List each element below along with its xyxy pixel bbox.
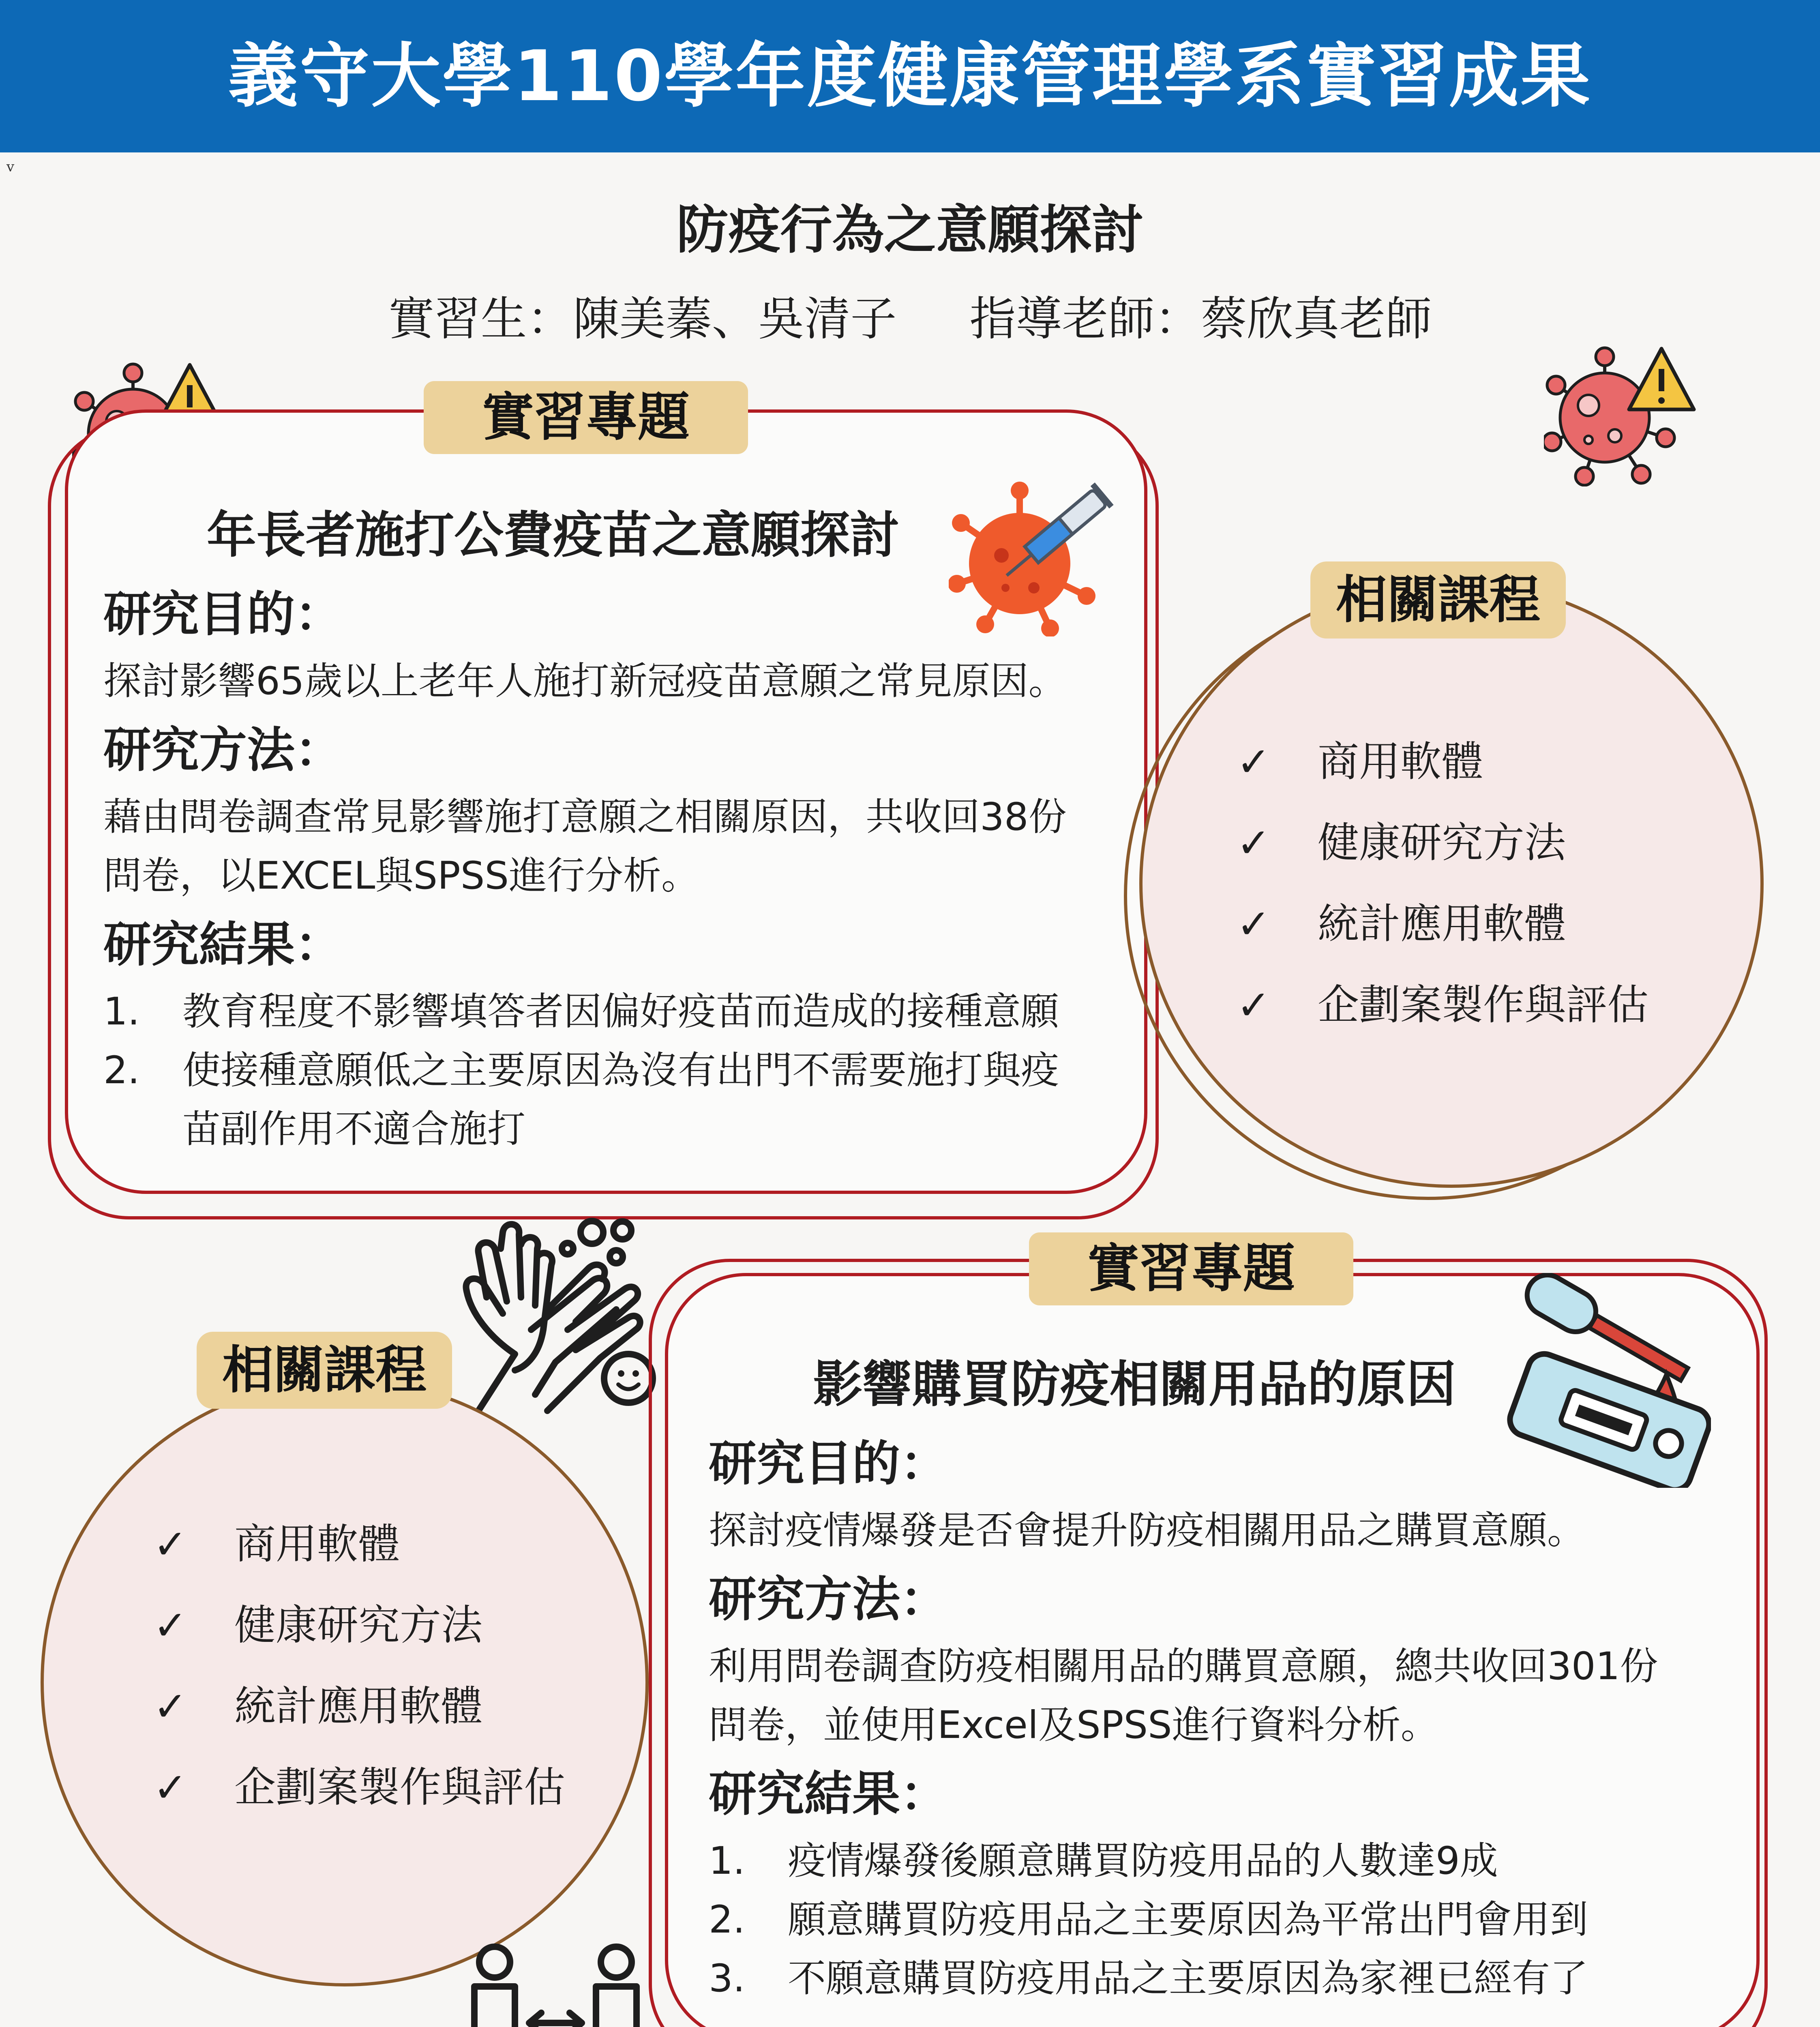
course-label: 健康研究方法 [1318, 819, 1566, 867]
virus-warning-icon [1544, 341, 1698, 486]
result-text: 苗副作用不適合施打 [182, 1107, 526, 1151]
course-item [153, 1504, 565, 1585]
project2-title: 影響購買防疫相關用品的原因 [813, 1356, 1456, 1413]
courses1-tag: 相關課程 [1310, 561, 1566, 639]
hand-washing-icon [454, 1208, 665, 1435]
course-item [1237, 722, 1649, 803]
course-label: 健康研究方法 [234, 1601, 482, 1650]
result-text: 疫情爆發後願意購買防疫用品的人數達9成 [788, 1839, 1498, 1883]
check-icon: ✓ [153, 1521, 187, 1568]
course-label: 統計應用軟體 [234, 1682, 482, 1731]
project2-method-heading: 研究方法： [709, 1571, 948, 1627]
page-mark: v [6, 159, 15, 175]
project2-result-heading: 研究結果： [709, 1766, 948, 1822]
project1-tag: 實習專題 [424, 381, 748, 454]
course-label: 商用軟體 [1318, 738, 1483, 786]
project1-result-item [103, 982, 1141, 1041]
project1-result-item [103, 1041, 1141, 1159]
project2-result-item [709, 1949, 1747, 2008]
project2-result-item [709, 1832, 1747, 1890]
project1-method-line: 問卷，以EXCEL與SPSS進行分析。 [103, 854, 700, 898]
check-icon: ✓ [153, 1602, 187, 1649]
check-icon: ✓ [1237, 981, 1271, 1029]
project1-result-heading: 研究結果： [103, 917, 343, 973]
poster-subtitle: 防疫行為之意願探討 [676, 200, 1144, 260]
course-item [153, 1585, 565, 1666]
project2-purpose-heading: 研究目的： [709, 1436, 948, 1491]
courses2-tag: 相關課程 [197, 1332, 452, 1409]
social-distance-icon [462, 1942, 649, 2027]
result-number: 1. [709, 1839, 745, 1883]
courses2-list [153, 1504, 565, 1828]
course-item [1237, 965, 1649, 1046]
project1-method-heading: 研究方法： [103, 722, 343, 778]
project2-result-item [709, 1890, 1747, 1949]
course-label: 商用軟體 [234, 1520, 400, 1568]
project2-method-line: 問卷，並使用Excel及SPSS進行資料分析。 [709, 1703, 1439, 1747]
project2-purpose: 探討疫情爆發是否會提升防疫相關用品之購買意願。 [709, 1508, 1586, 1553]
result-number: 1. [103, 990, 140, 1034]
page-title: 義守大學110學年度健康管理學系實習成果 [228, 35, 1592, 117]
project1-purpose-heading: 研究目的： [103, 586, 343, 642]
check-icon: ✓ [153, 1764, 187, 1811]
check-icon: ✓ [1237, 900, 1271, 948]
project2-body [709, 1433, 1747, 2008]
course-item [1237, 803, 1649, 884]
interns-label: 實習生：陳美蓁、吳清子 [388, 292, 897, 346]
project1-body [103, 584, 1141, 1159]
project1-purpose: 探討影響65歲以上老年人施打新冠疫苗意願之常見原因。 [103, 659, 1067, 703]
course-label: 統計應用軟體 [1318, 900, 1566, 948]
check-icon: ✓ [1237, 819, 1271, 867]
course-label: 企劃案製作與評估 [1318, 981, 1649, 1029]
result-text: 教育程度不影響填答者因偏好疫苗而造成的接種意願 [182, 990, 1059, 1034]
advisor-label: 指導老師：蔡欣真老師 [969, 292, 1432, 346]
result-number: 2. [103, 1048, 140, 1093]
project2-tag: 實習專題 [1029, 1232, 1353, 1305]
course-item [153, 1747, 565, 1828]
project2-method-line: 利用問卷調查防疫相關用品的購買意願，總共收回301份 [709, 1644, 1658, 1688]
check-icon: ✓ [153, 1683, 187, 1730]
result-number: 2. [709, 1898, 745, 1942]
project1-title: 年長者施打公費疫苗之意願探討 [207, 506, 899, 564]
result-text: 使接種意願低之主要原因為沒有出門不需要施打與疫 [182, 1048, 1059, 1093]
project1-method-line: 藉由問卷調查常見影響施打意願之相關原因，共收回38份 [103, 795, 1067, 839]
course-label: 企劃案製作與評估 [234, 1763, 565, 1812]
courses1-list [1237, 722, 1649, 1046]
result-text: 不願意購買防疫用品之主要原因為家裡已經有了 [788, 1956, 1588, 2001]
result-text: 願意購買防疫用品之主要原因為平常出門會用到 [788, 1898, 1588, 1942]
course-item [1237, 884, 1649, 965]
course-item [153, 1666, 565, 1747]
check-icon: ✓ [1237, 738, 1271, 786]
result-number: 3. [709, 1956, 745, 2001]
